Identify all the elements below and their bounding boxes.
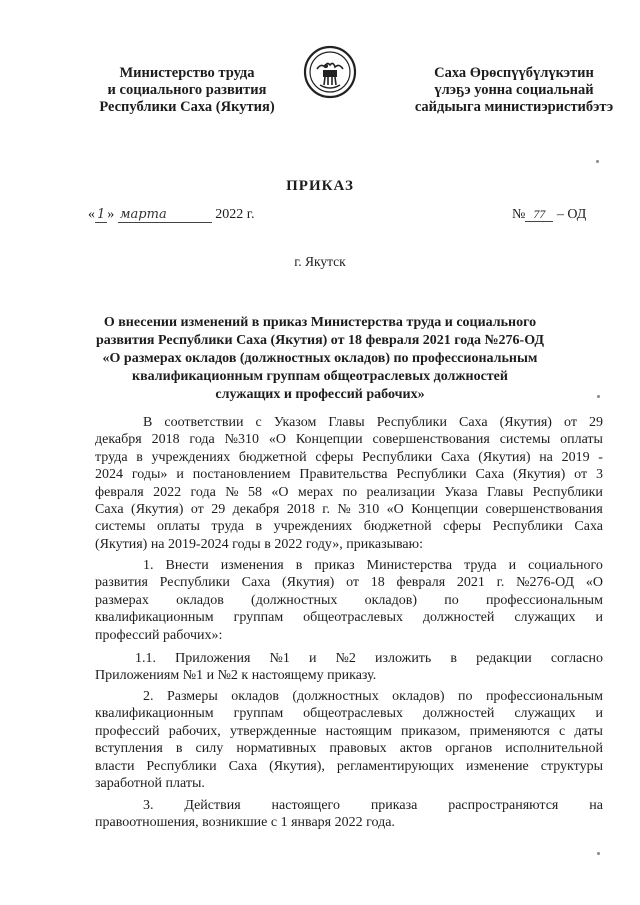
document-title: ПРИКАЗ <box>286 178 354 194</box>
clause-2 <box>95 688 603 792</box>
order-subject <box>90 314 550 404</box>
number-prefix: № <box>512 207 526 222</box>
paragraph-line: труда в учреждениях бюджетной сферы Республики Саха (Якутия) на 2019 - <box>95 449 603 465</box>
ministry-name-line: Министерство труда <box>119 65 255 81</box>
paragraph-line: размерах окладов (должностных окладов) по профессиональным <box>95 592 603 608</box>
paragraph-line: заработной платы. <box>95 776 205 792</box>
date-month: марта <box>118 208 212 223</box>
number-value: 77 <box>525 207 553 222</box>
paragraph-line: февраля 2022 года № 58 «О мерах по реализации Указа Главы Республики <box>95 484 603 500</box>
number-suffix: – ОД <box>556 207 587 222</box>
paragraph-line: 2. Размеры окладов (должностных окладов) по профессиональным <box>143 689 603 704</box>
date-year: 2022 г. <box>215 207 255 222</box>
scan-speck <box>597 395 600 398</box>
subject-line: «О размерах окладов (должностных окладов) по профессиональным <box>102 351 538 366</box>
ministry-name-line: Республики Саха (Якутия) <box>99 99 275 115</box>
ministry-name-yakut <box>408 65 620 116</box>
paragraph-line: правоотношения, возникшие с 1 января 2022 года. <box>95 815 395 831</box>
city: г. Якутск <box>294 254 346 269</box>
coat-of-arms-icon <box>303 45 357 99</box>
ministry-name-russian <box>82 65 292 116</box>
ministry-name-line: үлэҕэ уонна социальнай <box>434 82 594 98</box>
clause-1-1 <box>95 650 603 685</box>
subject-line: О внесении изменений в приказ Министерства труда и социального <box>103 315 537 330</box>
paragraph-line: Приложениям №1 и №2 к настоящему приказу. <box>95 668 377 684</box>
paragraph-line: 3. Действия настоящего приказа распространяются на <box>143 798 603 813</box>
paragraph-line: профессий рабочих»: <box>95 627 223 643</box>
paragraph-line: 1.1. Приложения №1 и №2 изложить в редакции согласно <box>135 651 603 666</box>
paragraph-line: Саха (Якутия) от 29 декабря 2018 г. № 310 «О Концепции совершенствования <box>95 502 603 518</box>
date-day: 1 <box>97 207 106 222</box>
ministry-name-line: и социального развития <box>107 82 267 98</box>
subject-line: развития Республики Саха (Якутия) от 18 февраля 2021 года №276-ОД <box>95 333 545 348</box>
paragraph-line: В соответствии с Указом Главы Республики Саха (Якутия) от 29 <box>143 415 603 430</box>
paragraph-line: квалификационным группам общеотраслевых должностей служащих и <box>95 610 603 626</box>
clause-3 <box>95 797 603 832</box>
paragraph-line: 1. Внести изменения в приказ Министерства труда и социального <box>143 558 603 573</box>
subject-line: служащих и профессий рабочих» <box>215 387 425 402</box>
paragraph-line: квалификационным группам общеотраслевых должностей служащих и <box>95 706 603 722</box>
paragraph-line: системы оплаты труда в учреждениях бюджетной сферы Республики Саха <box>95 519 603 535</box>
paragraph-line: профессий рабочих, утвержденные настоящим приказом, применяются с даты <box>95 723 603 739</box>
order-date <box>88 207 254 223</box>
clause-1 <box>95 557 603 644</box>
order-number <box>512 207 586 223</box>
date-close-quote: » <box>107 207 115 222</box>
paragraph-line: (Якутия) на 2019-2024 годы в 2022 году», приказываю: <box>95 536 423 552</box>
ministry-name-line: сайдыыга министиэристибэтэ <box>414 99 614 115</box>
paragraph-line: развития Республики Саха (Якутия) от 18 февраля 2021 г. №276-ОД «О <box>95 575 603 591</box>
scan-speck <box>596 160 599 163</box>
preamble-paragraph <box>95 414 603 553</box>
scan-speck <box>597 852 600 855</box>
date-open-quote: « <box>88 207 95 222</box>
paragraph-line: власти Республики Саха (Якутия), регламентирующих изменение структуры <box>95 758 603 774</box>
paragraph-line: декабря 2018 года №310 «О Концепции совершенствования системы оплаты <box>95 432 603 448</box>
subject-line: квалификационным группам общеотраслевых должностей <box>132 369 508 384</box>
ministry-name-line: Саха Өрөспүүбүлүкэтин <box>434 65 594 81</box>
paragraph-line: вступления в силу нормативных правовых актов органов исполнительной <box>95 741 603 757</box>
paragraph-line: 2024 годы» и постановлением Правительства Республики Саха (Якутия) от 3 <box>95 467 603 483</box>
